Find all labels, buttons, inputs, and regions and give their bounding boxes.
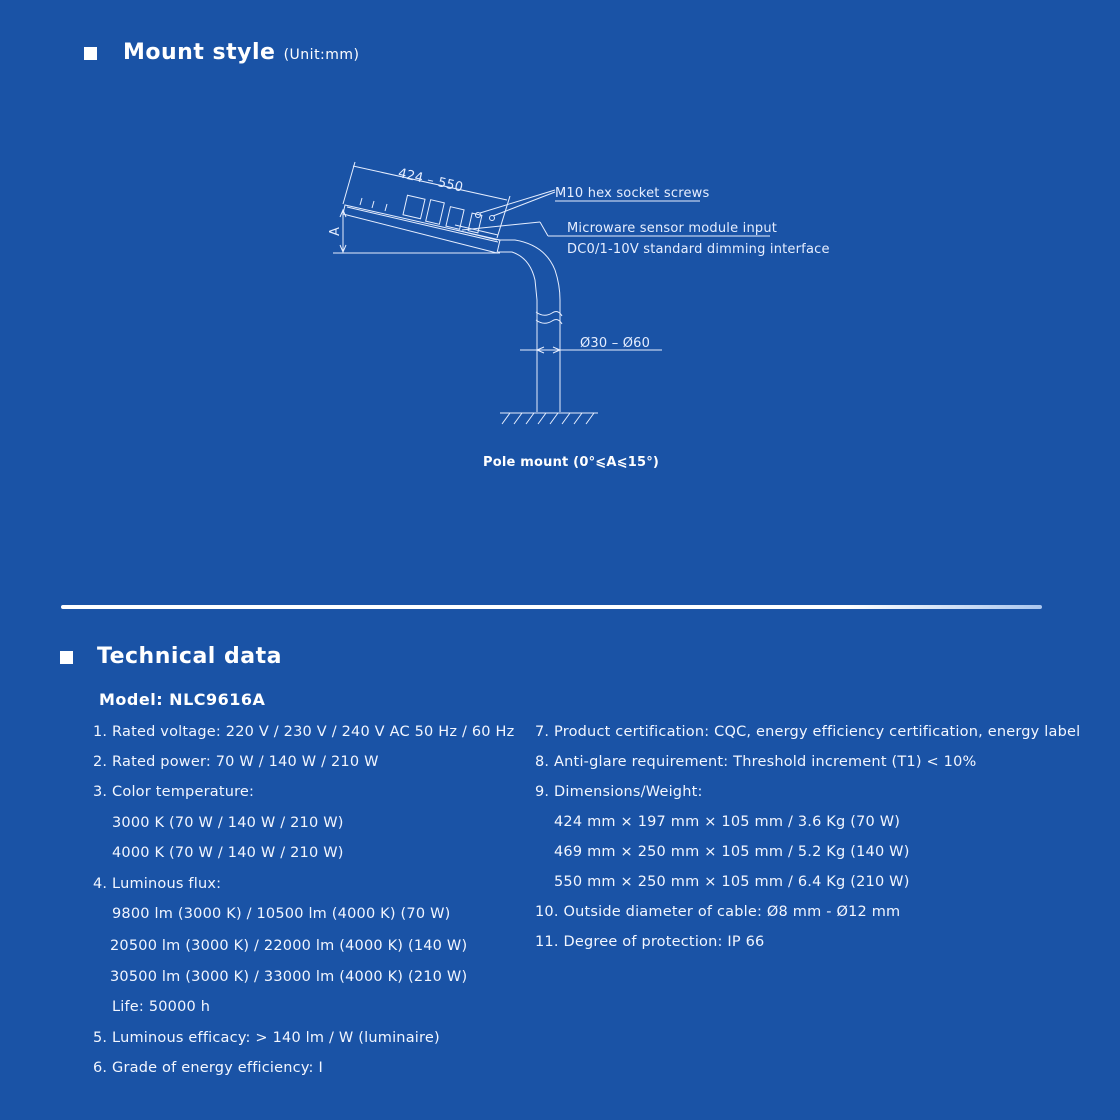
spec-line: 424 mm × 197 mm × 105 mm / 3.6 Kg (70 W) (554, 814, 901, 830)
spec-line: 20500 lm (3000 K) / 22000 lm (4000 K) (140 W) (110, 938, 468, 954)
spec-line: 10. Outside diameter of cable: Ø8 mm - Ø12 mm (535, 904, 901, 920)
spec-line: 9. Dimensions/Weight: (535, 784, 703, 800)
dimming-label: DC0/1-10V standard dimming interface (567, 242, 830, 257)
model-label: Model: NLC9616A (99, 690, 266, 709)
spec-line: 469 mm × 250 mm × 105 mm / 5.2 Kg (140 W) (554, 844, 910, 860)
spec-line: Life: 50000 h (112, 999, 211, 1015)
section-divider (61, 605, 1042, 609)
spec-line: 4000 K (70 W / 140 W / 210 W) (112, 845, 344, 861)
angle-dimension (333, 210, 500, 253)
mount-style-title: Mount style (123, 40, 276, 65)
spec-line: 6. Grade of energy efficiency: I (93, 1060, 323, 1076)
pole-mount-caption: Pole mount (0°⩽A⩽15°) (483, 455, 660, 470)
screws-label: M10 hex socket screws (555, 186, 710, 201)
luminaire-body (343, 195, 500, 253)
spec-line: 9800 lm (3000 K) / 10500 lm (4000 K) (70 W) (112, 906, 451, 922)
spec-line: 7. Product certification: CQC, energy efficiency certification, energy label (535, 724, 1081, 740)
spec-line: 2. Rated power: 70 W / 140 W / 210 W (93, 754, 379, 770)
angle-label: A (328, 226, 344, 237)
spec-line: 4. Luminous flux: (93, 876, 222, 892)
section-bullet-icon (60, 651, 73, 664)
technical-data-title: Technical data (97, 644, 282, 669)
spec-line: 11. Degree of protection: IP 66 (535, 934, 765, 950)
spec-line: 8. Anti-glare requirement: Threshold increment (T1) < 10% (535, 754, 977, 770)
length-dimension-label: 424 – 550 (396, 166, 465, 196)
pole-arm (498, 240, 562, 412)
spec-line: 3000 K (70 W / 140 W / 210 W) (112, 815, 344, 831)
unit-label: (Unit:mm) (283, 47, 360, 63)
sensor-label: Microware sensor module input (567, 221, 778, 236)
spec-line: 30500 lm (3000 K) / 33000 lm (4000 K) (210 W) (110, 969, 468, 985)
spec-line: 1. Rated voltage: 220 V / 230 V / 240 V AC 50 Hz / 60 Hz (93, 724, 515, 740)
spec-line: 3. Color temperature: (93, 784, 255, 800)
ground-symbol (500, 413, 598, 424)
diameter-label: Ø30 – Ø60 (580, 336, 651, 351)
spec-line: 550 mm × 250 mm × 105 mm / 6.4 Kg (210 W) (554, 874, 910, 890)
spec-line: 5. Luminous efficacy: > 140 lm / W (luminaire) (93, 1030, 440, 1046)
